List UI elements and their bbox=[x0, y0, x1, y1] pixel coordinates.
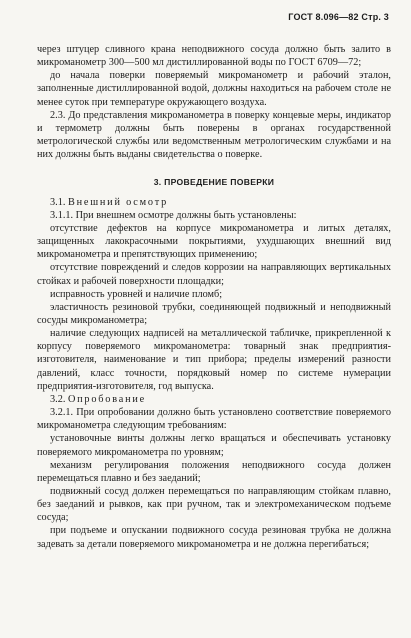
paragraph: 3.2.1. При опробовании должно быть установлено соответствие поверяемого микроманометра следующим требованиям: bbox=[37, 407, 391, 432]
subsection-title: Внешний осмотр bbox=[67, 196, 169, 208]
subsection-title: Опробование bbox=[67, 393, 146, 405]
subsection-number: 3.1. bbox=[50, 196, 66, 208]
subsection-number: 3.2. bbox=[50, 393, 66, 405]
document-body bbox=[37, 43, 391, 551]
paragraph: до начала поверки поверяемый микроманометр и рабочий эталон, заполненные дистиллированной водой, должны находиться на рабочем столе не менее суток при температуре окружающего воздуха. bbox=[37, 70, 391, 108]
paragraph: отсутствие повреждений и следов коррозии на направляющих вертикальных стойках и рабочей поверхности площадки; bbox=[37, 262, 391, 287]
paragraph: отсутствие дефектов на корпусе микроманометра и литых деталях, защищенных лакокрасочными покрытиями, ухудшающих внешний вид микроманометра и препятствующих применению; bbox=[37, 222, 391, 261]
paragraph: при подъеме и опускании подвижного сосуда резиновая трубка не должна задевать за детали поверяемого микроманометра и не должна перегибаться; bbox=[37, 525, 391, 550]
paragraph: механизм регулирования положения неподвижного сосуда должен перемещаться плавно и без заеданий; bbox=[37, 459, 391, 484]
paragraph: исправность уровней и наличие пломб; bbox=[50, 288, 223, 300]
spacer bbox=[37, 161, 391, 174]
paragraph: эластичность резиновой трубки, соединяющей подвижный и неподвижный сосуды микроманометра; bbox=[37, 301, 391, 326]
paragraph: через штуцер сливного крана неподвижного сосуда должно быть залито в микроманометр 300—500 мл дистиллированной воды по ГОСТ 6709—72; bbox=[37, 44, 391, 69]
paragraph: 3.1.1. При внешнем осмотре должны быть установлены: bbox=[50, 209, 297, 221]
paragraph: наличие следующих надписей на металлической табличке, прикрепленной к корпусу поверяемого микроманометра: товарный знак предприятия-изготовителя, наименование и тип прибора; пределы измерений разности давлений, класс точности, порядковый номер по системе нумерации предприятия-изготовителя, год выпуска. bbox=[37, 328, 391, 392]
section-title: 3. ПРОВЕДЕНИЕ ПОВЕРКИ bbox=[153, 177, 275, 188]
subsection-heading bbox=[37, 196, 391, 209]
paragraph: 2.3. До представления микроманометра в поверку концевые меры, индикатор и термометр должны быть поверены в органах государственной метрологической службы или ведомственным метрологическим службами и на них должны быть выданы свидетельства о поверке. bbox=[37, 109, 391, 161]
paragraph: установочные винты должны легко вращаться и обеспечивать установку поверяемого микроманометра по уровням; bbox=[37, 433, 391, 458]
page-header: ГОСТ 8.096—82 Стр. 3 bbox=[288, 12, 389, 22]
subsection-heading bbox=[37, 393, 391, 406]
paragraph: подвижный сосуд должен перемещаться по направляющим стойкам плавно, без заеданий и рывков, как при ручном, так и электромеханическом подъеме сосуда; bbox=[37, 486, 391, 524]
